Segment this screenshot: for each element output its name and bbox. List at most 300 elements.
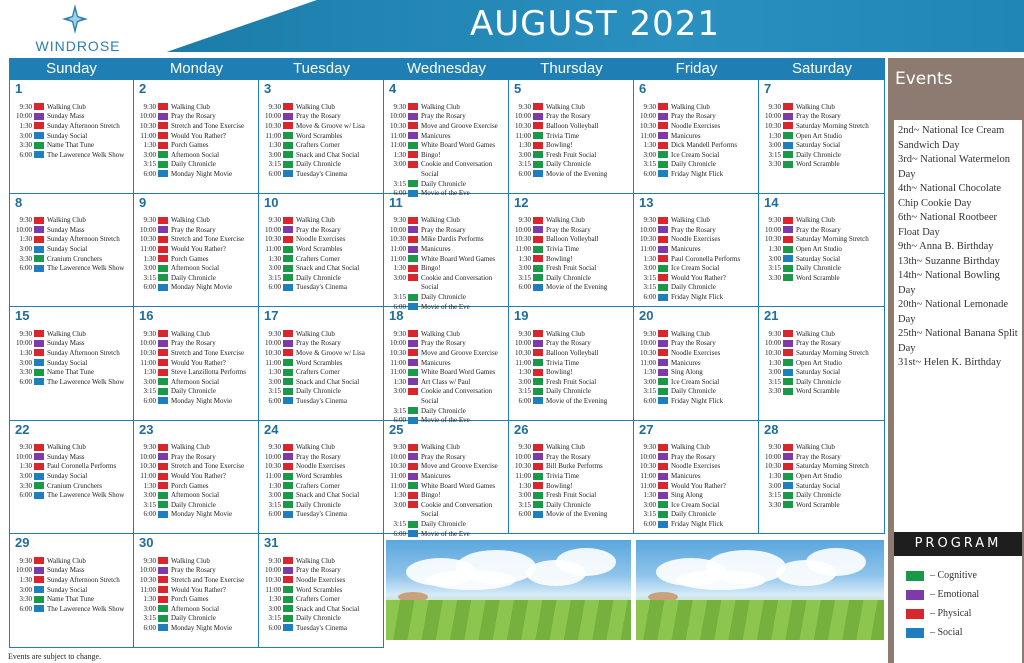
event-time: 10:00 bbox=[390, 112, 406, 121]
event-item bbox=[761, 490, 883, 500]
event-item bbox=[261, 169, 383, 179]
physical-marker-icon bbox=[783, 103, 793, 110]
event-name: Saturday Morning Stretch bbox=[796, 462, 869, 471]
event-name: Sunday Afternoon Stretch bbox=[47, 235, 120, 244]
event-item bbox=[136, 160, 258, 170]
event-item bbox=[12, 452, 134, 462]
physical-marker-icon bbox=[533, 349, 543, 356]
event-time: 6:00 bbox=[268, 283, 281, 292]
event-item bbox=[386, 150, 508, 160]
event-item bbox=[761, 112, 883, 122]
cognitive-marker-icon bbox=[158, 161, 168, 168]
event-time: 11:00 bbox=[640, 481, 656, 490]
cognitive-marker-icon bbox=[283, 359, 293, 366]
event-time: 6:00 bbox=[393, 529, 406, 538]
event-name: Monday Night Movie bbox=[171, 169, 233, 178]
event-time: 11:00 bbox=[265, 245, 281, 254]
special-event: 3rd~ National Watermelon Day bbox=[898, 154, 1010, 180]
event-time: 1:30 bbox=[393, 264, 406, 273]
event-time: 3:15 bbox=[768, 150, 781, 159]
event-name: Walking Club bbox=[671, 102, 710, 111]
event-time: 3:15 bbox=[393, 520, 406, 529]
day-cell-2 bbox=[134, 80, 259, 194]
cognitive-marker-icon bbox=[158, 274, 168, 281]
event-item bbox=[386, 102, 508, 112]
event-name: Social bbox=[421, 396, 439, 405]
event-name: Afternoon Social bbox=[171, 604, 220, 613]
event-time: 11:00 bbox=[640, 358, 656, 367]
social-marker-icon bbox=[658, 521, 668, 528]
event-name: Sunday Afternoon Stretch bbox=[47, 575, 120, 584]
event-item bbox=[136, 150, 258, 160]
event-name: Walking Club bbox=[671, 216, 710, 225]
event-item bbox=[761, 235, 883, 245]
event-list bbox=[136, 216, 258, 293]
event-item bbox=[511, 510, 633, 520]
social-marker-icon bbox=[34, 605, 44, 612]
emotional-marker-icon bbox=[533, 340, 543, 347]
event-time: 10:00 bbox=[515, 339, 531, 348]
event-name: Crafters Corner bbox=[296, 141, 340, 150]
social-marker-icon bbox=[283, 397, 293, 404]
event-item bbox=[136, 556, 258, 566]
event-name: Walking Club bbox=[546, 443, 585, 452]
event-name: Friday Night Flick bbox=[671, 169, 724, 178]
emotional-marker-icon bbox=[408, 473, 418, 480]
event-item bbox=[261, 283, 383, 293]
event-item bbox=[136, 112, 258, 122]
social-marker-icon bbox=[658, 294, 668, 301]
event-time: 9:30 bbox=[19, 216, 32, 225]
event-time: 10:00 bbox=[140, 112, 156, 121]
event-name: Balloon Volleyball bbox=[546, 235, 599, 244]
physical-marker-icon bbox=[158, 349, 168, 356]
event-item bbox=[12, 585, 134, 595]
event-item bbox=[12, 481, 134, 491]
event-name: Snack and Chat Social bbox=[296, 150, 360, 159]
event-time: 10:30 bbox=[140, 235, 156, 244]
event-time: 3:00 bbox=[143, 150, 156, 159]
event-time: 10:30 bbox=[265, 235, 281, 244]
physical-marker-icon bbox=[283, 122, 293, 129]
event-list bbox=[511, 329, 633, 406]
date-number: 19 bbox=[514, 308, 529, 323]
emotional-marker-icon bbox=[408, 132, 418, 139]
cognitive-marker-icon bbox=[533, 492, 543, 499]
event-name: Walking Club bbox=[796, 102, 835, 111]
event-list bbox=[761, 329, 883, 396]
event-name: Pray the Rosary bbox=[671, 339, 716, 348]
cognitive-marker-icon bbox=[408, 255, 418, 262]
physical-marker-icon bbox=[34, 122, 44, 129]
social-marker-icon bbox=[158, 397, 168, 404]
compass-rose-icon bbox=[62, 4, 88, 34]
event-item bbox=[511, 358, 633, 368]
social-marker-icon bbox=[34, 359, 44, 366]
cognitive-marker-icon bbox=[533, 473, 543, 480]
event-item bbox=[136, 443, 258, 453]
cognitive-marker-icon bbox=[408, 521, 418, 528]
event-time: 1:30 bbox=[393, 491, 406, 500]
emotional-marker-icon bbox=[158, 113, 168, 120]
day-cell-24 bbox=[259, 421, 384, 535]
event-item bbox=[761, 244, 883, 254]
event-item bbox=[261, 604, 383, 614]
special-event: 4th~ National Chocolate Chip Cookie Day bbox=[898, 183, 1002, 209]
cognitive-marker-icon bbox=[783, 359, 793, 366]
event-item bbox=[261, 396, 383, 406]
physical-marker-icon bbox=[158, 596, 168, 603]
event-time: 3:00 bbox=[268, 491, 281, 500]
event-name: Would You Rather? bbox=[171, 245, 226, 254]
event-list bbox=[761, 443, 883, 510]
event-name: Snack and Chat Social bbox=[296, 491, 360, 500]
emotional-marker-icon bbox=[408, 226, 418, 233]
physical-marker-icon bbox=[658, 142, 668, 149]
event-time: 10:30 bbox=[515, 121, 531, 130]
event-time: 3:00 bbox=[393, 273, 406, 282]
event-name: Walking Club bbox=[671, 443, 710, 452]
event-time: 10:30 bbox=[640, 235, 656, 244]
event-name: Fresh Fruit Social bbox=[546, 150, 597, 159]
event-list bbox=[511, 443, 633, 520]
cognitive-marker-icon bbox=[158, 492, 168, 499]
event-name: Social bbox=[421, 169, 439, 178]
cognitive-marker-icon bbox=[283, 255, 293, 262]
event-list bbox=[386, 102, 508, 198]
event-item bbox=[136, 244, 258, 254]
event-name: Afternoon Social bbox=[171, 150, 220, 159]
day-header-row bbox=[9, 58, 885, 80]
event-name: Name That Tune bbox=[47, 368, 94, 377]
day-header-wednesday: Wednesday bbox=[407, 60, 486, 77]
event-name: Movie of the Evening bbox=[546, 169, 608, 178]
physical-marker-icon bbox=[158, 473, 168, 480]
event-name: Balloon Volleyball bbox=[546, 348, 599, 357]
event-time: 9:30 bbox=[518, 102, 531, 111]
calendar bbox=[9, 58, 885, 650]
event-item bbox=[511, 112, 633, 122]
physical-marker-icon bbox=[34, 576, 44, 583]
event-item bbox=[386, 169, 508, 179]
event-time: 3:15 bbox=[268, 387, 281, 396]
event-item bbox=[136, 263, 258, 273]
event-time: 6:00 bbox=[643, 169, 656, 178]
day-cell-13 bbox=[634, 194, 759, 308]
event-name: Daily Chronicle bbox=[671, 160, 716, 169]
cognitive-marker-icon bbox=[283, 132, 293, 139]
event-time: 10:00 bbox=[16, 339, 32, 348]
physical-marker-icon bbox=[158, 122, 168, 129]
event-time: 1:30 bbox=[518, 141, 531, 150]
event-time: 10:00 bbox=[265, 452, 281, 461]
event-item bbox=[386, 140, 508, 150]
event-name: Paul Coronella Performs bbox=[671, 254, 741, 263]
event-item bbox=[511, 263, 633, 273]
event-item bbox=[12, 348, 134, 358]
event-name: Sing Along bbox=[671, 368, 703, 377]
cognitive-marker-icon bbox=[158, 615, 168, 622]
event-time: 9:30 bbox=[768, 443, 781, 452]
cognitive-marker-icon bbox=[158, 265, 168, 272]
special-events-box bbox=[894, 120, 1022, 575]
cognitive-swatch-icon bbox=[906, 571, 924, 581]
date-number: 10 bbox=[264, 194, 279, 210]
event-item bbox=[136, 121, 258, 131]
event-name: Crafters Corner bbox=[296, 481, 340, 490]
event-time: 6:00 bbox=[268, 623, 281, 632]
cloud bbox=[676, 570, 766, 590]
cognitive-marker-icon bbox=[533, 501, 543, 508]
event-time: 6:00 bbox=[19, 150, 32, 159]
event-name: Noodle Exercises bbox=[296, 462, 346, 471]
event-time: 3:00 bbox=[143, 491, 156, 500]
event-name: Friday Night Flick bbox=[671, 293, 724, 302]
cognitive-marker-icon bbox=[783, 246, 793, 253]
cognitive-marker-icon bbox=[283, 388, 293, 395]
event-name: Manicures bbox=[421, 358, 451, 367]
physical-marker-icon bbox=[408, 103, 418, 110]
event-time: 6:00 bbox=[143, 396, 156, 405]
event-time: 10:00 bbox=[765, 225, 781, 234]
event-item bbox=[12, 102, 134, 112]
event-item bbox=[261, 500, 383, 510]
cognitive-marker-icon bbox=[34, 369, 44, 376]
event-name: Manicures bbox=[671, 131, 701, 140]
event-name: Saturday Morning Stretch bbox=[796, 235, 869, 244]
event-time: 6:00 bbox=[518, 283, 531, 292]
event-name: Bill Burke Performs bbox=[546, 462, 603, 471]
physical-marker-icon bbox=[283, 330, 293, 337]
event-time: 1:30 bbox=[19, 462, 32, 471]
event-name: Walking Club bbox=[47, 556, 86, 565]
cognitive-marker-icon bbox=[158, 605, 168, 612]
event-name: Daily Chronicle bbox=[421, 179, 466, 188]
event-time: 10:30 bbox=[765, 462, 781, 471]
physical-marker-icon bbox=[283, 217, 293, 224]
event-time: 9:30 bbox=[268, 102, 281, 111]
event-time: 10:30 bbox=[140, 121, 156, 130]
event-name: Balloon Volleyball bbox=[546, 121, 599, 130]
event-item bbox=[136, 614, 258, 624]
emotional-marker-icon bbox=[783, 113, 793, 120]
event-item bbox=[761, 387, 883, 397]
date-number: 30 bbox=[139, 535, 154, 550]
cognitive-marker-icon bbox=[283, 265, 293, 272]
event-time: 10:30 bbox=[640, 348, 656, 357]
event-time: 10:00 bbox=[16, 566, 32, 575]
event-name: Stretch and Tone Exercise bbox=[171, 121, 245, 130]
cognitive-marker-icon bbox=[658, 378, 668, 385]
legend-label: – Cognitive bbox=[930, 570, 977, 581]
physical-marker-icon bbox=[658, 330, 668, 337]
event-name: Daily Chronicle bbox=[171, 500, 216, 509]
event-item bbox=[636, 396, 758, 406]
event-time: 9:30 bbox=[143, 556, 156, 565]
social-marker-icon bbox=[658, 170, 668, 177]
social-marker-icon bbox=[34, 492, 44, 499]
event-item bbox=[136, 169, 258, 179]
cognitive-marker-icon bbox=[783, 274, 793, 281]
physical-marker-icon bbox=[783, 330, 793, 337]
event-time: 1:30 bbox=[768, 472, 781, 481]
cognitive-marker-icon bbox=[533, 246, 543, 253]
event-item bbox=[261, 452, 383, 462]
event-name: Sunday Social bbox=[47, 131, 88, 140]
event-name: Pray the Rosary bbox=[171, 112, 216, 121]
day-cell-5 bbox=[509, 80, 634, 194]
cognitive-marker-icon bbox=[408, 142, 418, 149]
event-item bbox=[261, 121, 383, 131]
event-name: Daily Chronicle bbox=[796, 491, 841, 500]
event-time: 11:00 bbox=[140, 245, 156, 254]
cloud bbox=[426, 570, 516, 590]
event-name: Trivia Time bbox=[546, 472, 580, 481]
event-item bbox=[136, 585, 258, 595]
event-item bbox=[511, 329, 633, 339]
event-time: 9:30 bbox=[143, 329, 156, 338]
date-number: 14 bbox=[764, 194, 779, 210]
event-time: 3:00 bbox=[143, 264, 156, 273]
social-marker-icon bbox=[283, 624, 293, 631]
event-item bbox=[511, 339, 633, 349]
event-time: 1:30 bbox=[268, 595, 281, 604]
event-time: 9:30 bbox=[768, 329, 781, 338]
event-time: 10:30 bbox=[515, 348, 531, 357]
event-name: Monday Night Movie bbox=[171, 396, 233, 405]
event-time: 9:30 bbox=[643, 102, 656, 111]
legend-label: – Physical bbox=[930, 608, 972, 619]
event-time: 3:00 bbox=[768, 481, 781, 490]
event-item bbox=[261, 471, 383, 481]
social-marker-icon bbox=[783, 255, 793, 262]
event-name: Fresh Fruit Social bbox=[546, 264, 597, 273]
event-time: 11:00 bbox=[390, 472, 406, 481]
day-cell-17 bbox=[259, 307, 384, 421]
event-item bbox=[761, 263, 883, 273]
event-time: 11:00 bbox=[515, 131, 531, 140]
landscape-photo-left bbox=[386, 540, 631, 640]
date-number: 24 bbox=[264, 421, 279, 437]
event-time: 11:00 bbox=[265, 358, 281, 367]
physical-marker-icon bbox=[658, 255, 668, 262]
day-header-friday: Friday bbox=[675, 60, 718, 77]
event-item bbox=[761, 140, 883, 150]
event-item bbox=[511, 102, 633, 112]
event-name: Stretch and Tone Exercise bbox=[171, 575, 245, 584]
day-cell-30 bbox=[134, 534, 259, 648]
event-name: Walking Club bbox=[796, 216, 835, 225]
event-name: Pray the Rosary bbox=[671, 225, 716, 234]
event-time: 10:30 bbox=[265, 575, 281, 584]
event-name: Movie of the Evening bbox=[546, 510, 608, 519]
date-number: 13 bbox=[639, 194, 654, 210]
event-item bbox=[761, 377, 883, 387]
day-cell-21 bbox=[759, 307, 885, 421]
event-name: Sing Along bbox=[671, 491, 703, 500]
day-cell-31 bbox=[259, 534, 384, 648]
event-time: 6:00 bbox=[518, 169, 531, 178]
event-name: Snack and Chat Social bbox=[296, 377, 360, 386]
event-item bbox=[136, 396, 258, 406]
social-marker-icon bbox=[34, 246, 44, 253]
event-name: Pray the Rosary bbox=[421, 112, 466, 121]
cognitive-marker-icon bbox=[34, 255, 44, 262]
event-name: Daily Chronicle bbox=[546, 160, 591, 169]
event-name: Pray the Rosary bbox=[796, 225, 841, 234]
event-item bbox=[386, 443, 508, 453]
event-name: Name That Tune bbox=[47, 595, 94, 604]
blank-marker-icon bbox=[408, 170, 418, 177]
event-name: Snack and Chat Social bbox=[296, 604, 360, 613]
emotional-marker-icon bbox=[658, 246, 668, 253]
event-time: 10:00 bbox=[515, 112, 531, 121]
event-name: Tuesday's Cinema bbox=[296, 396, 347, 405]
event-name: Move and Groove Exercise bbox=[421, 121, 498, 130]
cognitive-marker-icon bbox=[408, 407, 418, 414]
cloud bbox=[806, 548, 866, 576]
cognitive-marker-icon bbox=[658, 388, 668, 395]
event-name: Pray the Rosary bbox=[296, 112, 341, 121]
event-name: Word Scramble bbox=[796, 500, 840, 509]
physical-marker-icon bbox=[158, 103, 168, 110]
event-time: 3:30 bbox=[768, 500, 781, 509]
physical-marker-icon bbox=[158, 557, 168, 564]
event-name: Walking Club bbox=[171, 216, 210, 225]
event-item bbox=[511, 140, 633, 150]
event-time: 10:30 bbox=[765, 235, 781, 244]
physical-marker-icon bbox=[658, 103, 668, 110]
cognitive-marker-icon bbox=[283, 586, 293, 593]
cognitive-marker-icon bbox=[283, 274, 293, 281]
emotional-marker-icon bbox=[658, 359, 668, 366]
event-item bbox=[261, 566, 383, 576]
event-item bbox=[386, 367, 508, 377]
event-time: 11:00 bbox=[390, 245, 406, 254]
event-name: Saturday Morning Stretch bbox=[796, 121, 869, 130]
event-time: 10:00 bbox=[390, 452, 406, 461]
event-time: 6:00 bbox=[19, 377, 32, 386]
event-time: 3:15 bbox=[268, 614, 281, 623]
special-event: 9th~ Anna B. Birthday bbox=[898, 241, 994, 252]
event-item bbox=[386, 112, 508, 122]
event-time: 11:00 bbox=[640, 131, 656, 140]
event-item bbox=[136, 216, 258, 226]
event-name: Walking Club bbox=[47, 443, 86, 452]
event-name: Social bbox=[421, 510, 439, 519]
event-item bbox=[136, 367, 258, 377]
event-item bbox=[136, 471, 258, 481]
event-item bbox=[511, 471, 633, 481]
event-time: 11:00 bbox=[265, 131, 281, 140]
event-item bbox=[386, 216, 508, 226]
emotional-marker-icon bbox=[658, 340, 668, 347]
event-list bbox=[761, 102, 883, 169]
event-name: Walking Club bbox=[421, 216, 460, 225]
event-name: Open Art Studio bbox=[796, 245, 842, 254]
event-list bbox=[636, 216, 758, 302]
event-list bbox=[386, 443, 508, 539]
event-name: Crafters Corner bbox=[296, 595, 340, 604]
event-item bbox=[636, 150, 758, 160]
date-number: 29 bbox=[15, 535, 30, 550]
legend-label: – Emotional bbox=[930, 589, 980, 600]
event-time: 3:15 bbox=[143, 387, 156, 396]
event-time: 11:00 bbox=[140, 472, 156, 481]
event-name: Cranium Crunchers bbox=[47, 481, 103, 490]
event-time: 3:30 bbox=[19, 254, 32, 263]
physical-marker-icon bbox=[533, 330, 543, 337]
